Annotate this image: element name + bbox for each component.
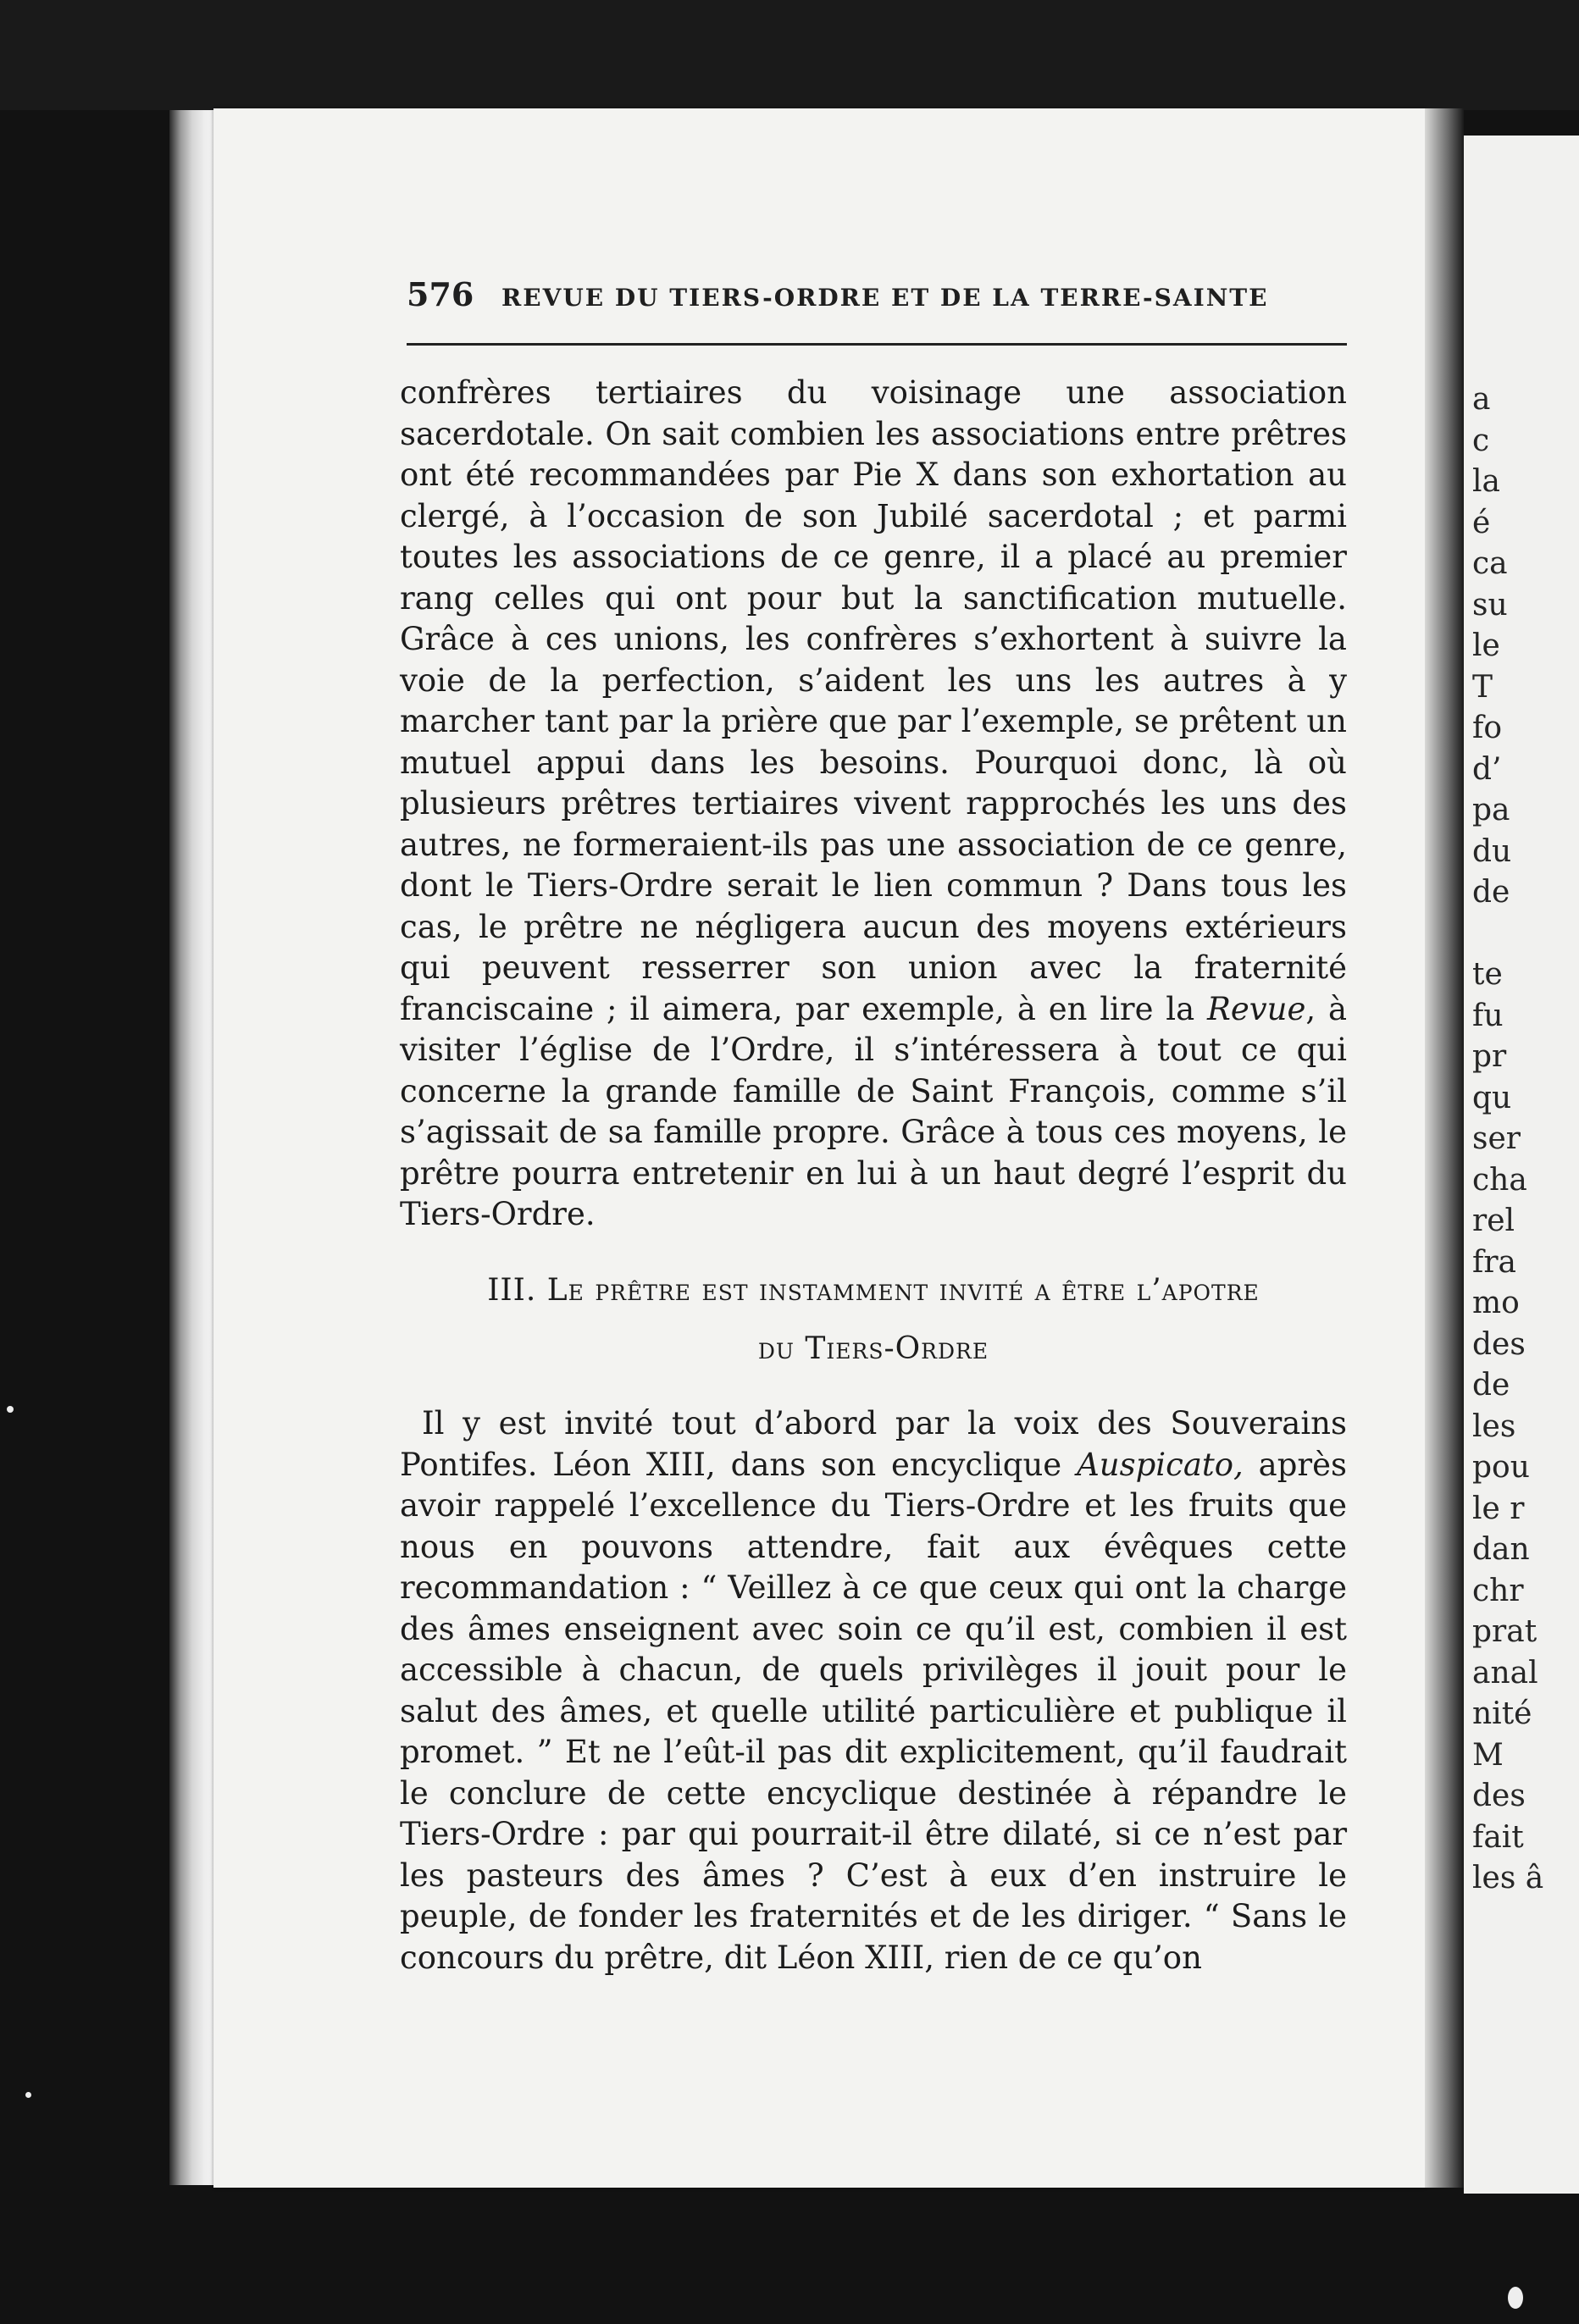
facing-page-fragment: ser	[1472, 1121, 1521, 1156]
facing-page-fragment: nité	[1472, 1696, 1532, 1731]
facing-page-fragment: su	[1472, 587, 1508, 622]
facing-page-fragment: les	[1472, 1408, 1516, 1444]
facing-page-fragment: M	[1472, 1737, 1504, 1773]
facing-page-fragment: du	[1472, 833, 1512, 869]
facing-page-fragment: chr	[1472, 1573, 1524, 1608]
facing-page-fragment: ca	[1472, 546, 1508, 581]
facing-page-fragment: c	[1472, 423, 1490, 458]
paragraph-2	[400, 1403, 1347, 1978]
paragraph-1-text-after: , à visiter l’église de l’Ordre, il s’intéressera à tout ce qui concerne la grande famille de Saint François, comme s’il s’agissait de sa famille propre. Grâce à tous ces moyens, le prêtre pourra entretenir en lui à un haut degré l’esprit du Tiers-Ordre.	[400, 990, 1347, 1232]
section-heading-line1: Le prêtre est instamment invité a être l’apotre	[546, 1272, 1260, 1308]
section-numeral: III.	[487, 1272, 537, 1308]
scan-speck	[7, 1406, 14, 1413]
facing-page-fragment: anal	[1472, 1655, 1538, 1690]
facing-page-fragment: é	[1472, 505, 1491, 540]
book-binding-edge	[169, 110, 220, 2185]
facing-page-fragment: de	[1472, 1368, 1510, 1403]
paragraph-2-text-before: Il y est invité tout d’abord par la voix des Souverains Pontifes. Léon XIII, dans son encyclique	[400, 1405, 1347, 1483]
header-rule	[407, 343, 1347, 346]
facing-page-fragment: rel	[1472, 1204, 1515, 1238]
facing-page-fragment: pa	[1472, 793, 1510, 827]
facing-page-fragment: des	[1472, 1779, 1526, 1813]
facing-page-fragment: fu	[1472, 998, 1504, 1033]
facing-page-fragment: cha	[1472, 1162, 1527, 1198]
facing-page-fragment: des	[1472, 1326, 1526, 1362]
facing-page-fragment: fra	[1472, 1244, 1516, 1280]
paragraph-1-text-before: confrères tertiaires du voisinage une association sacerdotale. On sait combien les associations entre prêtres ont été recommandées par Pie X dans son exhortation au clergé, à l’occasion de son Jubilé sacerdotal ; et parmi toutes les associations de ce genre, il a placé au premier rang celles qui ont pour but la sanctification mutuelle. Grâce à ces unions, les confrères s’exhortent à suivre la voie de la perfection, s’aident les uns les autres à y marcher tant par la prière que par l’exemple, se prêtent un mutuel appui dans les besoins. Pourquoi donc, là où plusieurs prêtres tertiaires vivent rapprochés les uns des autres, ne formeraient-ils pas une association de ce genre, dont le Tiers-Ordre serait le lien commun ? Dans tous les cas, le prêtre ne négligera aucun des moyens extérieurs qui peuvent resserrer son union avec la fraternité franciscaine ; il aimera, par exemple, à en lire la	[400, 374, 1347, 1027]
facing-page-fragment: prat	[1472, 1614, 1537, 1649]
facing-page-fragment: T	[1472, 669, 1493, 705]
scan-speck	[1508, 2287, 1523, 2309]
facing-page-fragment: fo	[1472, 711, 1502, 745]
facing-page	[1464, 136, 1579, 2194]
facing-page-fragment: mo	[1472, 1286, 1520, 1320]
facing-page-fragment: d’	[1472, 751, 1502, 787]
page-gutter-shadow	[1425, 108, 1464, 2188]
facing-page-fragment: pou	[1472, 1450, 1530, 1485]
running-header	[407, 275, 1347, 326]
section-heading-line2: du Tiers-Ordre	[757, 1331, 989, 1366]
facing-page-fragment: de	[1472, 875, 1510, 910]
facing-page-fragment: dan	[1472, 1532, 1530, 1567]
auspicato-title-italic: Auspicato,	[1077, 1446, 1244, 1483]
facing-page-fragment: le r	[1472, 1491, 1525, 1526]
body-text	[400, 373, 1347, 1978]
revue-title-italic: Revue	[1206, 990, 1306, 1027]
scan-speck	[25, 2092, 31, 2098]
facing-page-fragment: qu	[1472, 1080, 1512, 1115]
facing-page-fragment: te	[1472, 957, 1503, 992]
facing-page-fragment: les â	[1472, 1861, 1544, 1895]
page-number: 576	[407, 275, 474, 313]
facing-page-fragment: la	[1472, 464, 1500, 499]
section-heading	[400, 1270, 1347, 1312]
facing-page-fragment: a	[1472, 382, 1491, 417]
paragraph-1	[400, 373, 1347, 1236]
facing-page-fragment: pr	[1472, 1039, 1507, 1074]
facing-page-fragment: fait	[1472, 1819, 1524, 1855]
facing-page-fragment: le	[1472, 628, 1500, 663]
scan-background	[0, 0, 1579, 110]
running-title: REVUE DU TIERS-ORDRE ET DE LA TERRE-SAINTE	[501, 284, 1269, 312]
paragraph-2-text-after: après avoir rappelé l’excellence du Tiers-Ordre et les fruits que nous en pouvons attendre, fait aux évêques cette recommandation : “ Veillez à ce que ceux qui ont la charge des âmes enseignent avec soin ce qu’il est, combien il est accessible à chacun, de quels privilèges il jouit pour le salut des âmes, et quelle utilité particulière et publique il promet. ” Et ne l’eût-il pas dit explicitement, qu’il faudrait le conclure de cette encyclique destinée à répandre le Tiers-Ordre : par qui pourrait-il être dilaté, si ce n’est par les pasteurs des âmes ? C’est à eux d’en instruire le peuple, de fonder les fraternités et de les diriger. “ Sans le concours du prêtre, dit Léon XIII, rien de ce qu’on	[400, 1446, 1347, 1976]
